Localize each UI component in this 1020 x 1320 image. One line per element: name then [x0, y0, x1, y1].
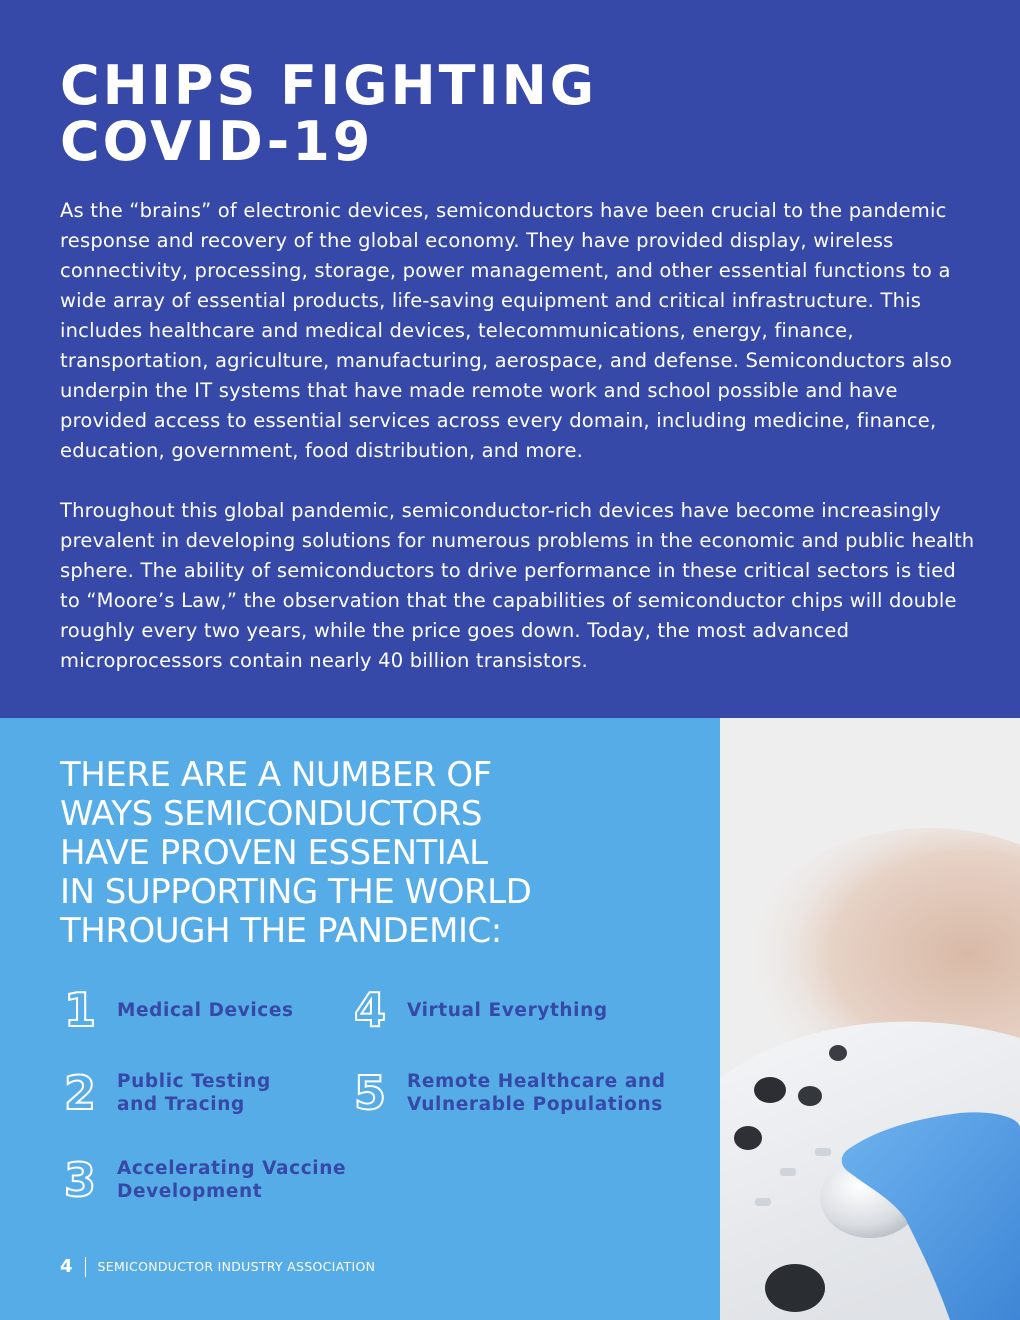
- way-label-line: Accelerating Vaccine: [117, 1158, 347, 1179]
- footer-divider: [85, 1257, 86, 1277]
- way-item-virtual-everything: [350, 983, 608, 1037]
- way-label: [407, 1070, 666, 1116]
- way-label: [117, 1157, 346, 1203]
- way-label-line: Remote Healthcare and: [407, 1071, 666, 1092]
- number-2-icon: 2: [63, 1066, 96, 1120]
- way-item-remote-healthcare: [350, 1066, 666, 1120]
- way-label: [117, 999, 294, 1022]
- headline-line: THROUGH THE PANDEMIC:: [60, 911, 502, 951]
- way-label-line: and Tracing: [117, 1094, 245, 1115]
- way-label-line: Medical Devices: [117, 999, 294, 1021]
- way-item-medical-devices: [60, 983, 294, 1037]
- gloved-hand-photo-icon: [720, 718, 1020, 1320]
- page-title-line-1: CHIPS FIGHTING: [60, 54, 598, 117]
- headline-line: IN SUPPORTING THE WORLD: [60, 872, 532, 912]
- page-title: [60, 54, 598, 173]
- page-title-line-2: COVID-19: [60, 110, 374, 173]
- medical-device-photo: [720, 718, 1020, 1320]
- intro-paragraph-2: Throughout this global pandemic, semiconductor-rich devices have become increasingly prevalent in developing solutions for numerous problems in the economic and public health sphere. The ability of semiconductors to drive performance in these critical sectors is tied to “Moore’s Law,” the observation that the capabilities of semiconductor chips will double roughly every two years, while the price goes down. Today, the most advanced microprocessors contain nearly 40 billion transistors.: [60, 499, 975, 672]
- way-item-vaccine-development: [60, 1153, 347, 1207]
- page-footer: [60, 1256, 375, 1277]
- way-item-public-testing: [60, 1066, 271, 1120]
- ways-headline: [60, 756, 680, 951]
- number-4-icon: 4: [353, 983, 386, 1037]
- number-3-icon: 3: [63, 1153, 96, 1207]
- way-label-line: Public Testing: [117, 1071, 271, 1092]
- headline-line: HAVE PROVEN ESSENTIAL: [60, 833, 488, 873]
- way-label-line: Virtual Everything: [407, 999, 608, 1021]
- headline-line: THERE ARE A NUMBER OF: [60, 755, 492, 795]
- way-label-line: Vulnerable Populations: [407, 1094, 663, 1115]
- number-1-icon: 1: [63, 983, 96, 1037]
- page-number: 4: [60, 1256, 73, 1277]
- footer-organization: SEMICONDUCTOR INDUSTRY ASSOCIATION: [97, 1259, 376, 1274]
- number-5-icon: 5: [353, 1066, 386, 1120]
- way-label: [117, 1070, 271, 1116]
- intro-paragraph-1: As the “brains” of electronic devices, semiconductors have been crucial to the pandemic response and recovery of the global economy. They have provided display, wireless connectivity, processing, storage, power management, and other essential functions to a wide array of essential products, life-saving equipment and critical infrastructure. This includes healthcare and medical devices, telecommunications, energy, finance, transportation, agriculture, manufacturing, aerospace, and defense. Semiconductors also underpin the IT systems that have made remote work and school possible and have provided access to essential services across every domain, including medicine, finance, education, government, food distribution, and more.: [60, 199, 952, 462]
- headline-line: WAYS SEMICONDUCTORS: [60, 794, 482, 834]
- way-label-line: Development: [117, 1181, 263, 1202]
- way-label: [407, 999, 608, 1022]
